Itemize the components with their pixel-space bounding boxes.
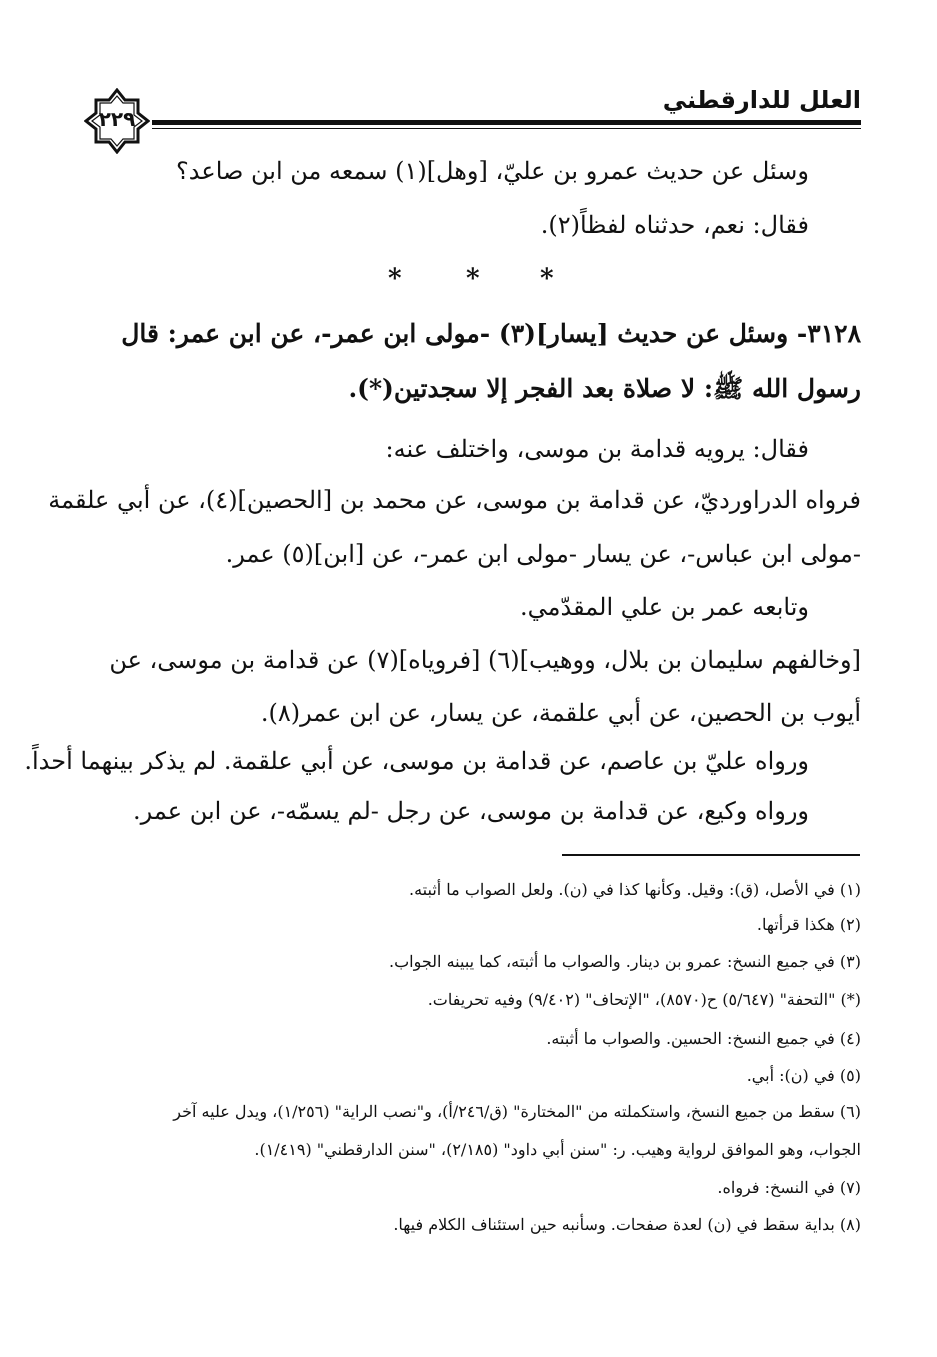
running-header-title: العلل للدارقطني (662, 86, 861, 114)
text-line: ورواه وكيع، عن قدامة بن موسى، عن رجل -لم يسمّه-، عن ابن عمر. (133, 797, 809, 825)
text-line: وتابعه عمر بن علي المقدّمي. (520, 593, 809, 621)
footnote: (٧) في النسخ: فرواه. (717, 1178, 861, 1197)
footnote: (٣) في جميع النسخ: عمرو بن دينار. والصواب ما أثبته، كما يبينه الجواب. (388, 952, 861, 971)
footnote-divider (562, 854, 860, 856)
separator-star: * (466, 264, 480, 294)
text-line: [وخالفهم سليمان بن بلال، ووهيب](٦) [فروياه](٧) عن قدامة بن موسى، عن (109, 646, 861, 674)
header-rule-thick (152, 120, 861, 125)
footnote: (٢) هكذا قرأتها. (756, 915, 861, 934)
separator-star: * (540, 264, 554, 294)
footnote: (٦) سقط من جميع النسخ، واستكملته من "المختارة" (ق/٢٤٦/أ)، و"نصب الراية" (١/٢٥٦)، ويدل عليه آخر (173, 1102, 861, 1121)
hadith-heading-line: رسول الله ﷺ: لا صلاة بعد الفجر إلا سجدتين(*). (348, 374, 861, 403)
footnote: (١) في الأصل، (ق): وقيل. وكأنها كذا في (ن). ولعل الصواب ما أثبته. (409, 880, 861, 899)
text-line: ورواه عليّ بن عاصم، عن قدامة بن موسى، عن أبي علقمة. لم يذكر بينهما أحداً. (24, 747, 809, 775)
separator-star: * (388, 264, 402, 294)
page-number: ٢٢٩ (98, 107, 136, 131)
footnote: (٤) في جميع النسخ: الحسين. والصواب ما أثبته. (546, 1029, 861, 1048)
footnote: (٨) بداية سقط في (ن) لعدة صفحات. وسأنبه حين استئناف الكلام فيها. (393, 1215, 861, 1234)
header-rule-thin (152, 128, 861, 129)
text-line: -مولى ابن عباس-، عن يسار -مولى ابن عمر-، عن [ابن](٥) عمر. (225, 540, 861, 568)
text-line: وسئل عن حديث عمرو بن عليّ، [وهل](١) سمعه من ابن صاعد؟ (176, 157, 809, 185)
text-line: أيوب بن الحصين، عن أبي علقمة، عن يسار، عن ابن عمر(٨). (260, 699, 861, 727)
page-number-badge (84, 88, 150, 154)
hadith-heading-line: ٣١٢٨- وسئل عن حديث [يسار](٣) -مولى ابن عمر-، عن ابن عمر: قال (121, 319, 861, 348)
footnote: (*) "التحفة" (٥/٦٤٧) ح(٨٥٧٠)، "الإتحاف" (٩/٤٠٢) وفيه تحريفات. (427, 990, 861, 1009)
footnote-continuation: الجواب، وهو الموافق لرواية وهيب. ر: "سنن أبي داود" (٢/١٨٥)، "سنن الدارقطني" (١/٤١٩). (254, 1140, 861, 1159)
text-line: فرواه الدراورديّ، عن قدامة بن موسى، عن محمد بن [الحصين](٤)، عن أبي علقمة (48, 486, 861, 514)
text-line: فقال: نعم، حدثناه لفظاً(٢). (540, 211, 809, 239)
footnote: (٥) في (ن): أبي. (746, 1066, 861, 1085)
section-separator (380, 264, 580, 304)
text-line: فقال: يرويه قدامة بن موسى، واختلف عنه: (385, 435, 809, 463)
